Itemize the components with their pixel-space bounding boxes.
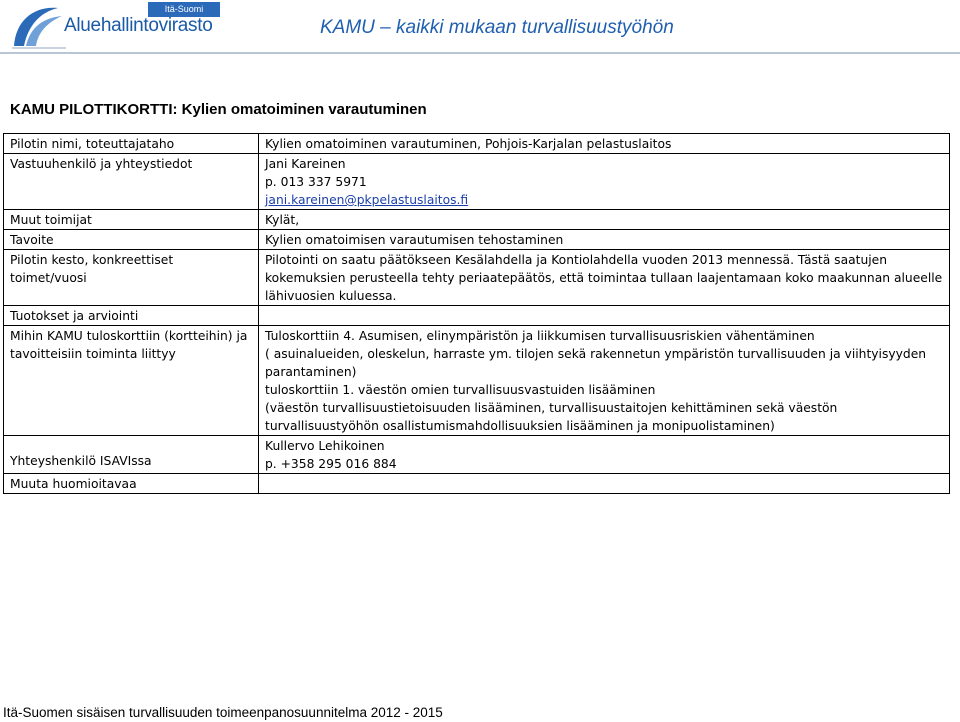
row-value: Kylät, [259,210,950,230]
table-row [4,326,950,436]
isavi-contact-name: Kullervo Lehikoinen [265,439,385,453]
contact-name: Jani Kareinen [265,157,346,171]
table-row [4,154,950,210]
footer-text: Itä-Suomen sisäisen turvallisuuden toimeenpanosuunnitelma 2012 - 2015 [0,703,960,722]
isavi-contact-cell [259,436,950,474]
org-name: Aluehallintovirasto [64,15,213,36]
contact-phone: p. 013 337 5971 [265,175,367,189]
card-link-cell [259,326,950,436]
result-card-line: ( asuinalueiden, oleskelun, harraste ym. tilojen sekä rakennetun ympäristön turvallisuuden ja viihtyisyyden parantaminen) [265,347,927,379]
row-value [259,306,950,326]
contact-email-link[interactable]: jani.kareinen@pkpelastuslaitos.fi [265,193,469,207]
result-card-line: Tuloskorttiin 4. Asumisen, elinympäristön ja liikkumisen turvallisuusriskien vähentäminen [265,329,815,343]
row-value: Kylien omatoimisen varautumisen tehostaminen [259,230,950,250]
row-value: Kylien omatoiminen varautuminen, Pohjois-Karjalan pelastuslaitos [259,134,950,154]
row-label: Tuotokset ja arviointi [4,306,259,326]
result-card-line: (väestön turvallisuustietoisuuden lisääminen, turvallisuustaitojen kehittäminen sekä väestön turvallisuustyöhön osallistumismahdollisuuksien lisääminen ja monipuolistaminen) [265,401,838,433]
isavi-contact-phone: p. +358 295 016 884 [265,457,397,471]
row-value [259,474,950,494]
row-label: Muut toimijat [4,210,259,230]
row-label: Muuta huomioitavaa [4,474,259,494]
row-label: Tavoite [4,230,259,250]
table-row [4,306,950,326]
row-label: Vastuuhenkilö ja yhteystiedot [4,154,259,210]
logo-swoosh-icon [8,2,68,52]
table-row [4,230,950,250]
logo [8,2,218,52]
row-label-text: Yhteyshenkilö ISAVIssa [10,454,152,468]
row-label: Pilotin nimi, toteuttajataho [4,134,259,154]
card-title: KAMU PILOTTIKORTTI: Kylien omatoiminen varautuminen [10,101,427,118]
region-badge: Itä-Suomi [148,2,220,17]
table-row [4,250,950,306]
table-row [4,210,950,230]
header-divider [0,52,960,54]
spacer [10,436,252,452]
table-row [4,436,950,474]
result-card-line: tuloskorttiin 1. väestön omien turvallisuusvastuiden lisääminen [265,383,656,397]
page-header-title: KAMU – kaikki mukaan turvallisuustyöhön [320,17,674,38]
row-label: Pilotin kesto, konkreettiset toimet/vuosi [4,250,259,306]
contact-cell [259,154,950,210]
pilot-card-table [3,133,950,494]
row-value: Pilotointi on saatu päätökseen Kesälahdella ja Kontiolahdella vuoden 2013 mennessä. Tästä saatujen kokemuksien perusteella tehty periaatepäätös, että toimintaa tullaan laajentamaan koko maakunnan alueelle lähivuosien kuluessa. [259,250,950,306]
table-row [4,474,950,494]
table-row [4,134,950,154]
row-label [4,436,259,474]
row-label: Mihin KAMU tuloskorttiin (kortteihin) ja tavoitteisiin toiminta liittyy [4,326,259,436]
